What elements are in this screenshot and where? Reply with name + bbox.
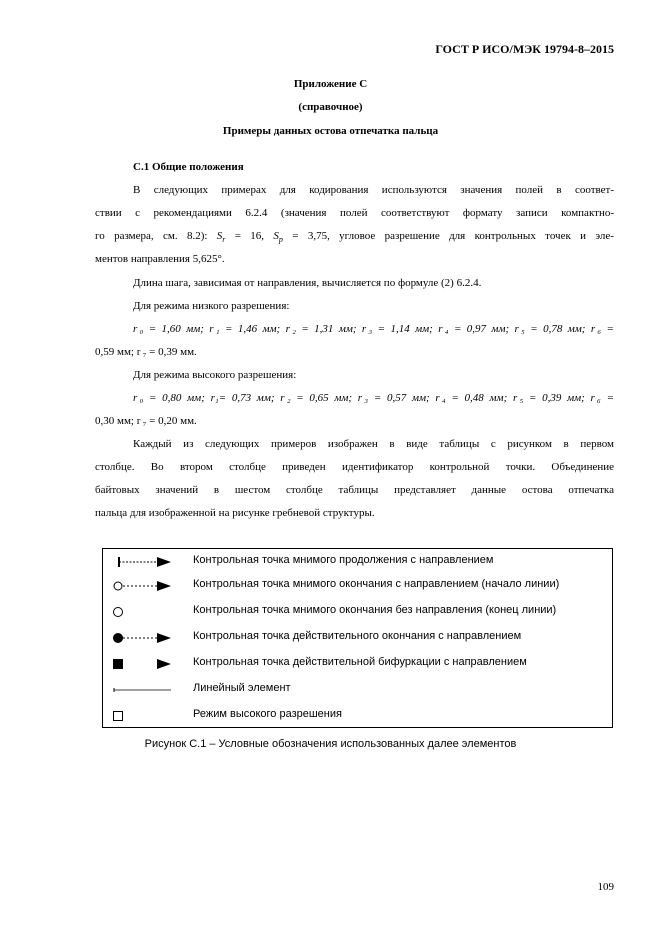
virtual-ending-undirected-icon (111, 600, 173, 624)
appendix-title: Приложение С (293, 78, 368, 90)
real-ending-icon (111, 626, 173, 650)
legend-item (103, 574, 612, 598)
real-bifurcation-icon (111, 652, 173, 676)
high-resolution-values-line-2: 0,30 мм; r ₇ = 0,20 мм. (95, 415, 197, 427)
low-resolution-values-line-1: r ₀ = 1,60 мм; r ₁ = 1,46 мм; r ₂ = 1,31 мм; r ₃ = 1,14 мм; r ₄ = 0,97 мм; r ₅ = 0,78 мм; r ₆ = (133, 323, 614, 335)
legend-text: Линейный элемент (193, 682, 291, 694)
low-resolution-label: Для режима низкого разрешения: (133, 300, 290, 312)
paragraph-1-line-3: го размера, см. 8.2): $S_r = 16$, $S_p = 3,75$, угловое разрешение для контрольных точек и эле- (95, 230, 614, 245)
legend-item (103, 652, 612, 676)
figure-caption: Рисунок С.1 – Условные обозначения использованных далее элементов (144, 738, 517, 750)
paragraph-3-line-3: байтовых значений в шестом столбце таблицы представляет данные остова отпечатка (95, 484, 614, 496)
legend-text: Контрольная точка мнимого окончания с направлением (начало линии) (193, 578, 560, 590)
appendix-type: (справочное) (298, 101, 363, 113)
high-resolution-icon (111, 704, 173, 728)
paragraph-1-line-1: В следующих примерах для кодирования используются значения полей в соответ- (133, 184, 614, 196)
legend-text: Режим высокого разрешения (193, 708, 342, 720)
high-resolution-values-line-1: r ₀ = 0,80 мм; r₁= 0,73 мм; r ₂ = 0,65 мм; r ₃ = 0,57 мм; r ₄ = 0,48 мм; r ₅ = 0,39 мм; r ₆ = (133, 392, 614, 404)
line-element-icon (111, 678, 173, 702)
legend-text: Контрольная точка действительного окончания с направлением (193, 630, 522, 642)
paragraph-3-line-1: Каждый из следующих примеров изображен в виде таблицы с рисунком в первом (133, 438, 614, 450)
legend-box (102, 548, 613, 728)
appendix-subtitle: Примеры данных остова отпечатка пальца (222, 125, 439, 137)
low-resolution-values-line-2: 0,59 мм; r ₇ = 0,39 мм. (95, 346, 197, 358)
high-resolution-label: Для режима высокого разрешения: (133, 369, 297, 381)
legend-item (103, 704, 612, 728)
legend-text: Контрольная точка мнимого окончания без направления (конец линии) (193, 604, 557, 616)
page-number: 109 (597, 881, 614, 893)
paragraph-3-line-4: пальца для изображенной на рисунке гребневой структуры. (95, 507, 375, 519)
paragraph-2: Длина шага, зависимая от направления, вычисляется по формуле (2) 6.2.4. (133, 277, 482, 289)
virtual-continuation-icon (111, 550, 173, 574)
virtual-ending-directed-icon (111, 574, 173, 598)
legend-text: Контрольная точка мнимого продолжения с направлением (193, 554, 494, 566)
legend-item (103, 678, 612, 702)
legend-item (103, 600, 612, 624)
paragraph-1-line-2: ствии с рекомендациями 6.2.4 (значения полей соответствуют формату записи компактно- (95, 207, 614, 219)
legend-item (103, 626, 612, 650)
section-heading: С.1 Общие положения (133, 161, 244, 173)
paragraph-3-line-2: столбце. Во втором столбце приведен идентификатор контрольной точки. Объединение (95, 461, 614, 473)
paragraph-1-line-4: ментов направления 5,625°. (95, 253, 225, 265)
document-code: ГОСТ Р ИСО/МЭК 19794-8–2015 (435, 42, 614, 56)
legend-text: Контрольная точка действительной бифуркации с направлением (193, 656, 527, 668)
legend-item (103, 550, 612, 574)
